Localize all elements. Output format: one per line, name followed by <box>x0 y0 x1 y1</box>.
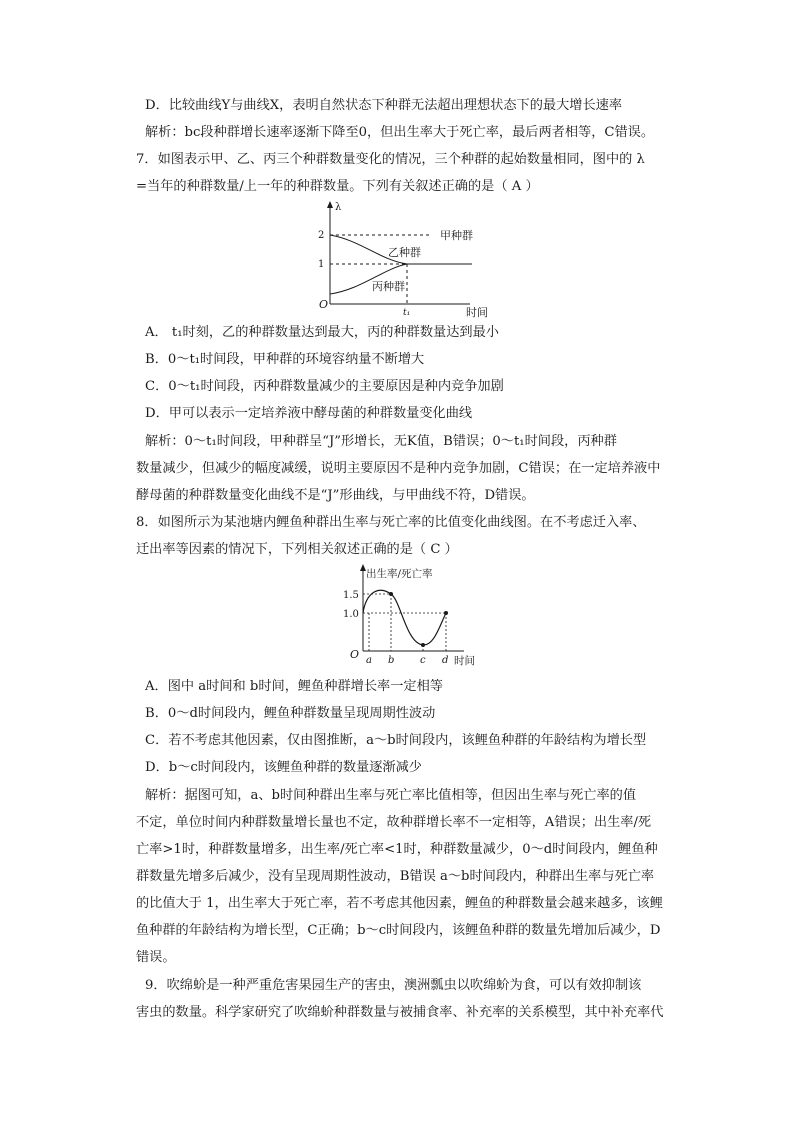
q8-chart <box>336 563 486 673</box>
q6-option-d: D．比较曲线Y与曲线X，表明自然状态下种群无法超出理想状态下的最大增长速率 <box>145 98 623 113</box>
q8-analysis-5: 的比值大于 1，出生率大于死亡率，若不考虑其他因素，鲤鱼的种群数量会越来越多，该鲤 <box>136 896 663 911</box>
q7-label-jia: 甲种群 <box>440 229 473 242</box>
q8-analysis-7: 错误。 <box>136 950 176 965</box>
q8-point-c <box>421 643 425 647</box>
q8-stem-1: 8．如图所示为某池塘内鲤鱼种群出生率与死亡率的比值变化曲线图。在不考虑迁入率、 <box>136 515 646 530</box>
q8-y-label: 出生率/死亡率 <box>366 568 433 580</box>
q7-stem-1: 7．如图表示甲、乙、丙三个种群数量变化的情况，三个种群的起始数量相同，图中的 λ <box>136 152 645 167</box>
q7-origin: O <box>319 298 329 311</box>
q7-stem-2: =当年的种群数量/上一年的种群数量。下列有关叙述正确的是（ A ） <box>136 179 539 194</box>
q7-option-a: A． t₁时刻，乙的种群数量达到最大，丙的种群数量达到最小 <box>145 325 499 340</box>
q7-option-c: C．0～t₁时间段，丙种群数量减少的主要原因是种内竞争加剧 <box>145 379 504 394</box>
q7-option-d: D．甲可以表示一定培养液中酵母菌的种群数量变化曲线 <box>145 406 473 421</box>
q7-x-tick-t1: t₁ <box>403 308 411 318</box>
q8-origin: O <box>350 648 360 661</box>
q7-label-yi: 乙种群 <box>388 246 421 259</box>
q7-y-tick-1: 1 <box>318 259 325 270</box>
q7-y-arrow <box>327 201 333 208</box>
q8-option-d: D．b～c时间段内，该鲤鱼种群的数量逐渐减少 <box>145 760 422 775</box>
q7-analysis-1: 解析：0～t₁时间段，甲种群呈“J”形增长，无K值，B错误；0～t₁时间段，丙种群 <box>145 434 617 449</box>
q8-x-tick-d: d <box>442 655 449 666</box>
q8-x-label: 时间 <box>454 655 475 667</box>
q8-analysis-6: 鱼种群的年龄结构为增长型，C正确；b～c时间段内，该鲤鱼种群的数量先增加后减少，D <box>136 923 661 938</box>
q7-option-b: B．0～t₁时间段，甲种群的环境容纳量不断增大 <box>145 352 425 367</box>
q8-option-c: C．若不考虑其他因素，仅由图推断，a～b时间段内，该鲤鱼种群的年龄结构为增长型 <box>145 733 647 748</box>
q6-analysis: 解析：bc段种群增长速率逐渐下降至0，但出生率大于死亡率，最后两者相等，C错误。 <box>145 125 655 140</box>
q7-y-label: λ <box>335 202 342 213</box>
q7-chart <box>300 198 500 320</box>
q8-analysis-4: 群数量先增多后减少，没有呈现周期性波动，B错误 a～b时间段内，种群出生率与死亡率 <box>136 869 655 884</box>
q8-option-a: A．图中 a时间和 b时间，鲤鱼种群增长率一定相等 <box>145 679 443 694</box>
q8-x-tick-c: c <box>420 655 426 666</box>
q8-point-b <box>389 592 393 596</box>
q7-analysis-3: 酵母菌的种群数量变化曲线不是“J”形曲线，与甲曲线不符，D错误。 <box>136 488 535 503</box>
q9-line-1: 9．吹绵蚧是一种严重危害果园生产的害虫，澳洲瓢虫以吹绵蚧为食，可以有效抑制该 <box>145 978 642 993</box>
q8-analysis-1: 解析：据图可知，a、b时间种群出生率与死亡率比值相等，但因出生率与死亡率的值 <box>145 788 637 803</box>
q8-y-tick-15: 1.5 <box>343 590 359 601</box>
q9-line-2: 害虫的数量。科学家研究了吹绵蚧种群数量与被捕食率、补充率的关系模型，其中补充率代 <box>136 1005 664 1020</box>
q7-y-tick-2: 2 <box>318 230 325 241</box>
q8-x-tick-a: a <box>366 655 372 666</box>
q8-option-b: B．0～d时间段内，鲤鱼种群数量呈现周期性波动 <box>145 706 436 721</box>
q7-label-bing: 丙种群 <box>372 280 405 293</box>
q8-analysis-3: 亡率>1时，种群数量增多，出生率/死亡率<1时，种群数量减少，0～d时间段内，鲤鱼种 <box>136 842 658 857</box>
q8-y-tick-10: 1.0 <box>343 609 359 620</box>
q8-analysis-2: 不定，单位时间内种群数量增长量也不定，故种群增长率不一定相等，A错误；出生率/死 <box>136 815 652 830</box>
q7-analysis-2: 数量减少，但减少的幅度减缓，说明主要原因不是种内竞争加剧，C错误；在一定培养液中 <box>136 461 661 476</box>
q8-x-tick-b: b <box>388 655 395 666</box>
q8-curve <box>363 590 446 645</box>
q8-point-d <box>444 611 448 615</box>
q8-stem-2: 迁出率等因素的情况下，下列相关叙述正确的是（ C ） <box>136 542 458 557</box>
q7-x-label: 时间 <box>466 306 488 319</box>
